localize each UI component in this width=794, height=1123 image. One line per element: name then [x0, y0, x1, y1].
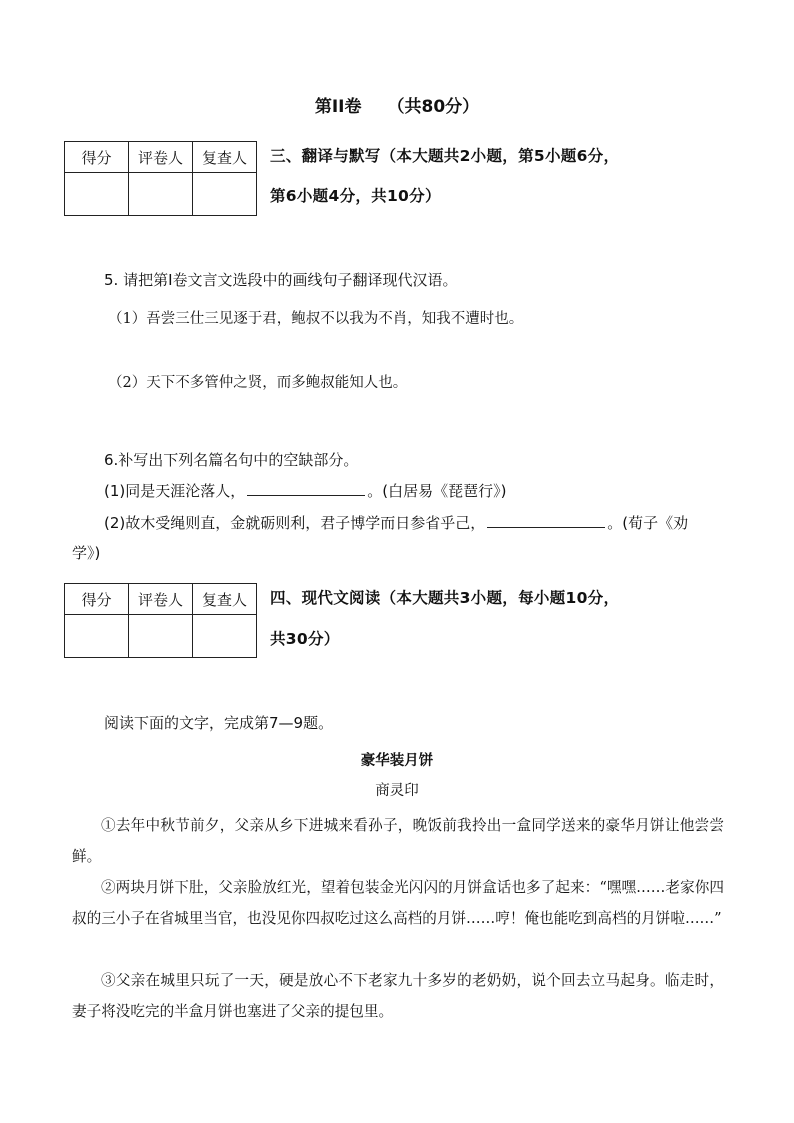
- passage-author: 商灵印: [375, 783, 419, 799]
- q6-item-1-after: 。(白居易《琵琶行》): [367, 482, 507, 500]
- q6-item-2-continued: 学》): [72, 544, 101, 562]
- passage-paragraph-1: ①去年中秋节前夕，父亲从乡下进城来看孙子，晚饭前我拎出一盒同学送来的豪华月饼让他尝尝鲜。: [72, 817, 724, 865]
- part-title-score: （共80分）: [387, 97, 480, 117]
- score-header: 得分: [65, 142, 129, 173]
- reviewer-cell[interactable]: [193, 173, 257, 216]
- q6-item-2: [104, 512, 688, 533]
- grader-cell[interactable]: [129, 173, 193, 216]
- score-cell[interactable]: [65, 615, 129, 658]
- section4-heading-line1: 四、现代文阅读（本大题共3小题，每小题10分，: [270, 589, 620, 607]
- q6-item-1-before: (1)同是天涯沦落人，: [104, 482, 246, 500]
- reviewer-header: 复查人: [193, 584, 257, 615]
- passage-title: 豪华装月饼: [360, 752, 434, 769]
- q6-item-2-before: (2)故木受绳则直，金就砺则利，君子博学而日参省乎己，: [104, 514, 486, 532]
- grader-cell[interactable]: [129, 615, 193, 658]
- q6-stem: 6.补写出下列名篇名句中的空缺部分。: [104, 451, 359, 469]
- reviewer-cell[interactable]: [193, 615, 257, 658]
- q5-sentence-2: （2）天下不多管仲之贤，而多鲍叔能知人也。: [108, 375, 408, 391]
- part-title: [0, 92, 794, 117]
- q6-item-1: [104, 480, 506, 501]
- score-table-section3: [64, 141, 257, 216]
- reviewer-header: 复查人: [193, 142, 257, 173]
- reading-instructions: 阅读下面的文字，完成第7—9题。: [104, 714, 334, 732]
- score-cell[interactable]: [65, 173, 129, 216]
- passage-paragraph-3: ③父亲在城里只玩了一天，硬是放心不下老家九十多岁的老奶奶，说个回去立马起身。临走时，妻子将没吃完的半盒月饼也塞进了父亲的提包里。: [72, 972, 724, 1020]
- q5-sentence-1: （1）吾尝三仕三见逐于君，鲍叔不以我为不肖，知我不遭时也。: [108, 311, 524, 327]
- passage-paragraph-2: ②两块月饼下肚，父亲脸放红光，望着包装金光闪闪的月饼盒话也多了起来：“嘿嘿……老家你四叔的三小子在省城里当官，也没见你四叔吃过这么高档的月饼……哼！俺也能吃到高档的月饼啦……”: [72, 879, 724, 927]
- part-title-main: 第II卷: [314, 97, 362, 117]
- q5-stem: 5. 请把第I卷文言文选段中的画线句子翻译现代汉语。: [104, 271, 458, 289]
- score-table-section4: [64, 583, 257, 658]
- section4-heading-line2: 共30分）: [270, 630, 340, 648]
- grader-header: 评卷人: [129, 142, 193, 173]
- grader-header: 评卷人: [129, 584, 193, 615]
- section3-heading-line2: 第6小题4分，共10分）: [270, 187, 441, 205]
- q6-item-2-blank[interactable]: [487, 513, 605, 528]
- q6-item-2-after: 。(荀子《劝: [607, 514, 689, 532]
- section3-heading-line1: 三、翻译与默写（本大题共2小题，第5小题6分，: [270, 147, 620, 165]
- q6-item-1-blank[interactable]: [247, 481, 365, 496]
- score-header: 得分: [65, 584, 129, 615]
